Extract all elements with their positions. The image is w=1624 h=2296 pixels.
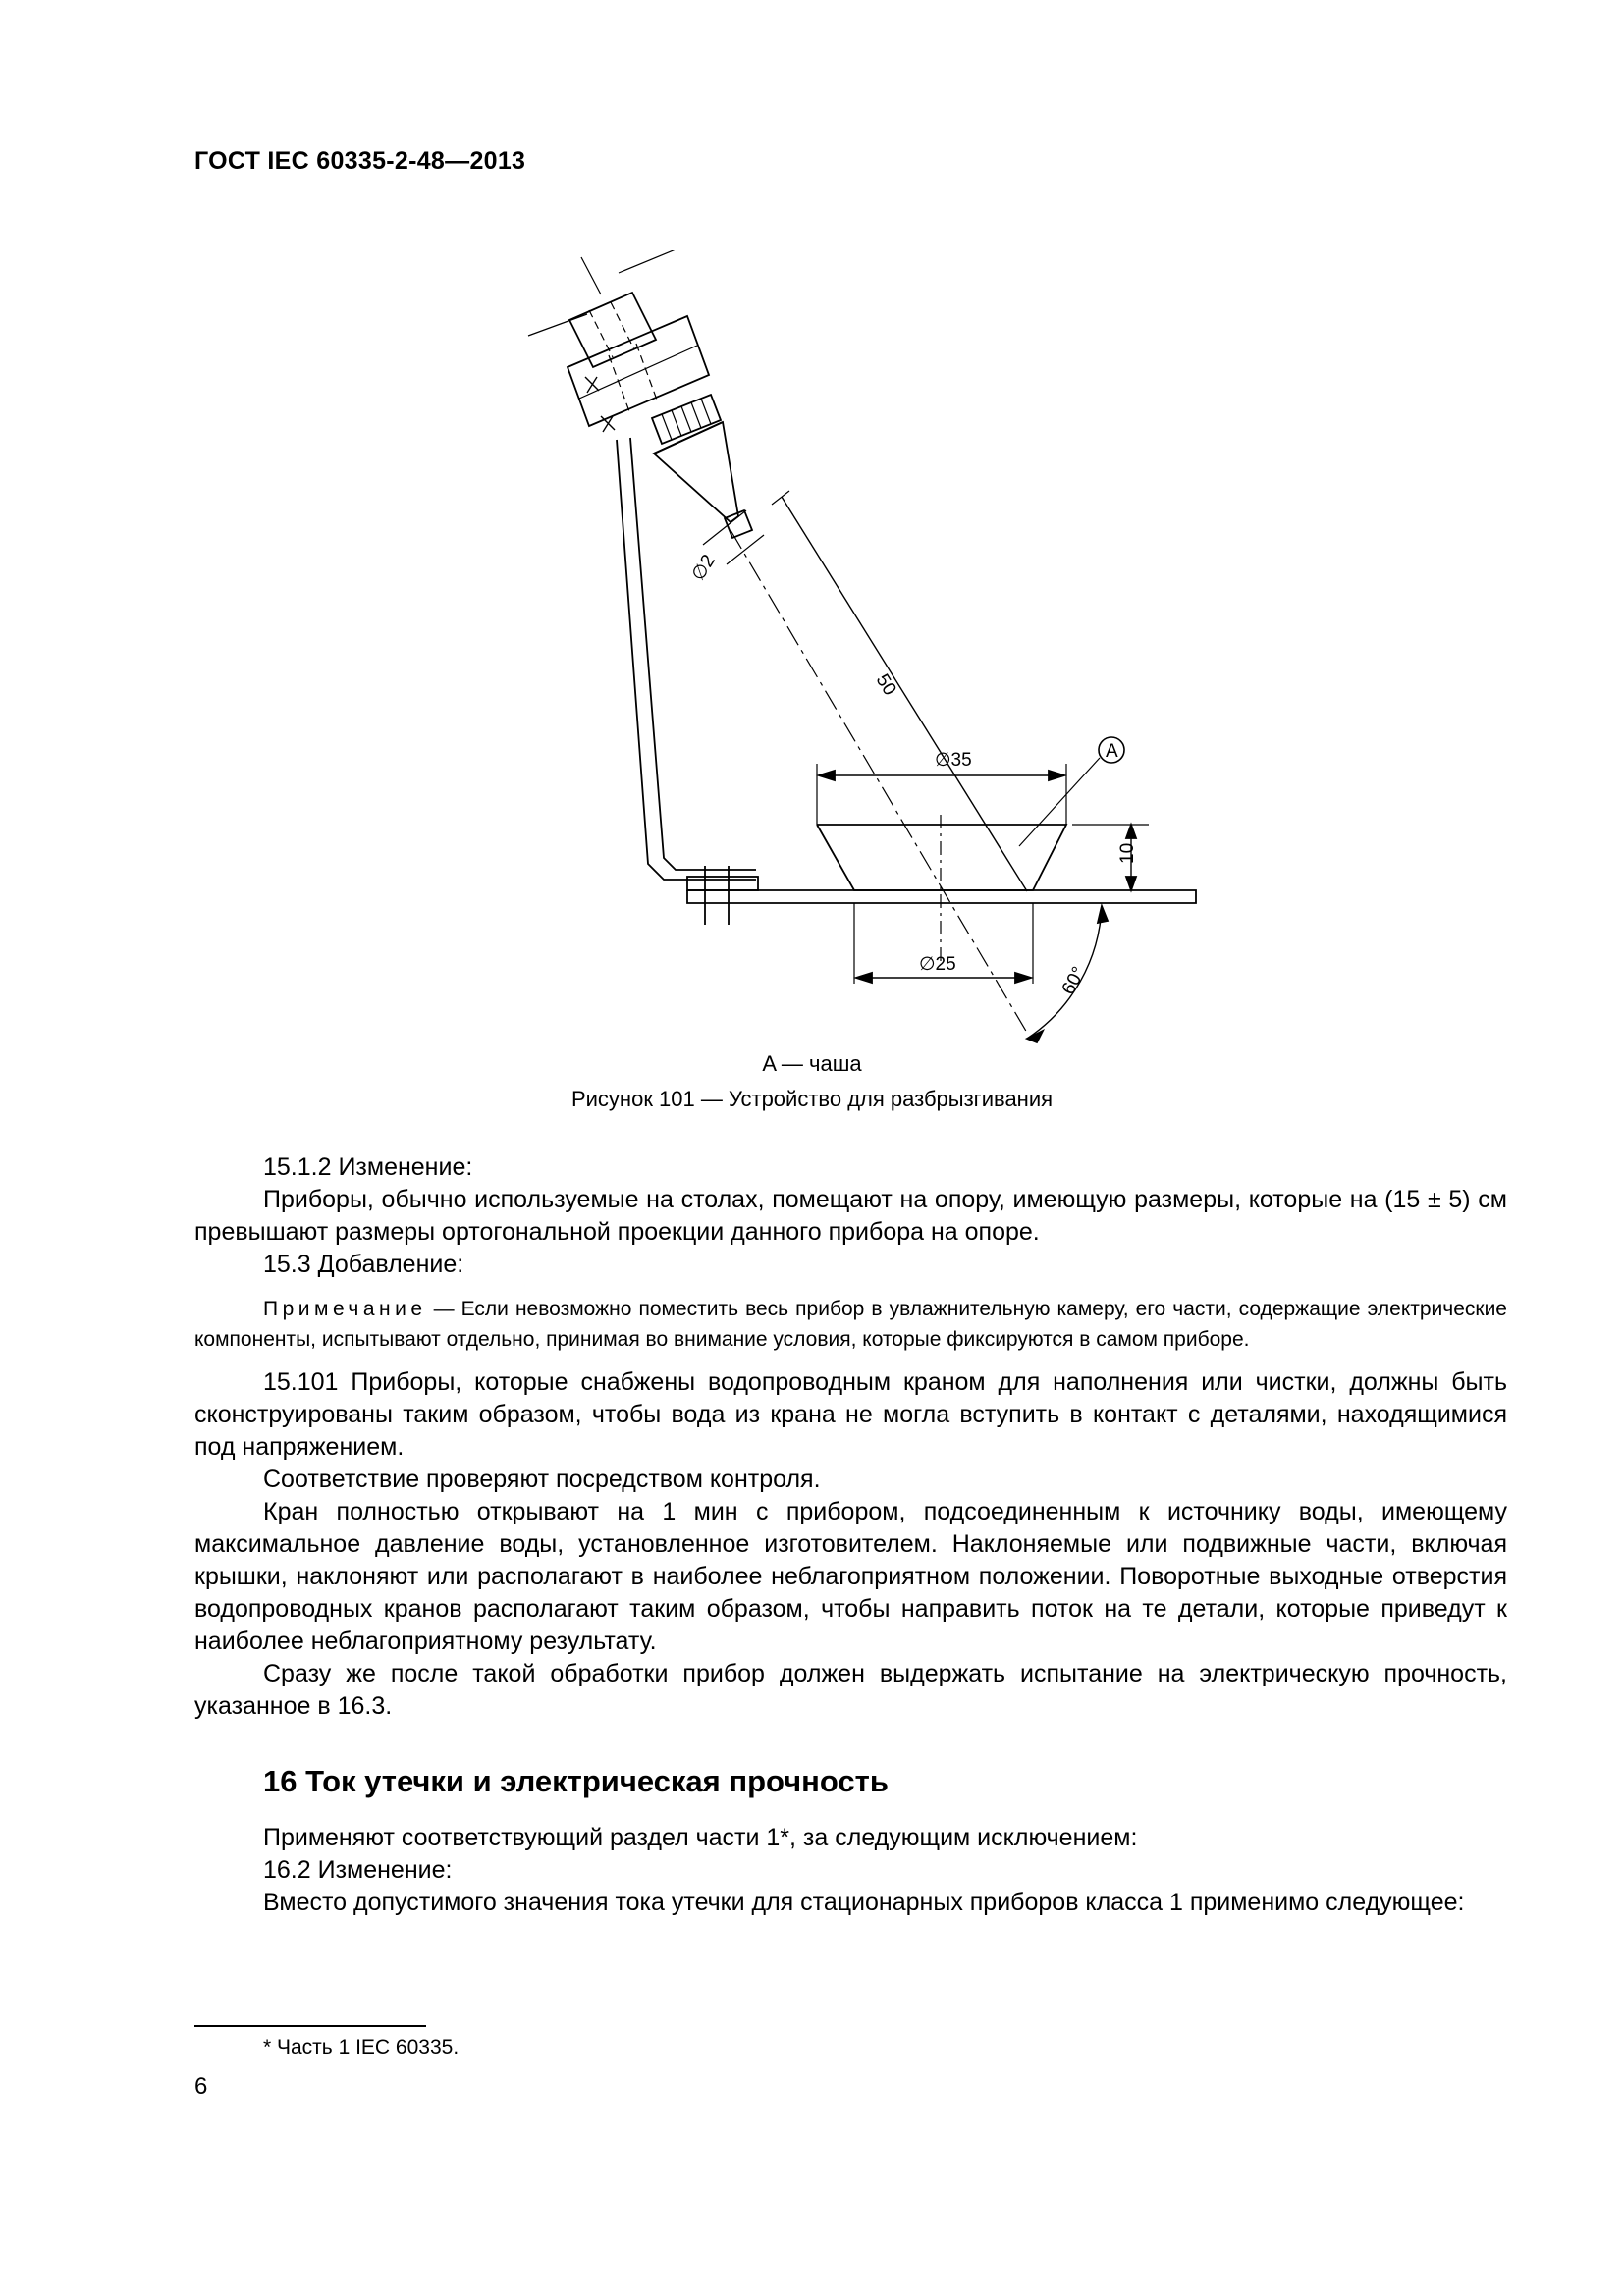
note-label: Примечание (263, 1298, 427, 1320)
paragraph-support: Приборы, обычно используемые на столах, помещают на опору, имеющую размеры, которые на (15 ± 5) см превышают размеры ортогональной проекции данного прибора на опоре. (194, 1186, 1507, 1246)
figure-legend: A — чаша (762, 1051, 862, 1076)
dim-diameter-2: ∅2 (687, 551, 720, 585)
paragraph-applies: Применяют соответствующий раздел части 1*, за следующим исключением: (263, 1824, 1138, 1851)
clause-15-101: 15.101 Приборы, которые снабжены водопроводным краном для наполнения или чистки, должны быть сконструированы таким образом, чтобы вода из крана не могла вступить в контакт с деталями, находящимися под напряжением. (194, 1368, 1507, 1461)
paragraph-electric-strength: Сразу же после такой обработки прибор должен выдержать испытание на электрическую прочность, указанное в 16.3. (194, 1660, 1507, 1720)
footnote: * Часть 1 IEC 60335. (263, 2036, 460, 2058)
paragraph-leakage: Вместо допустимого значения тока утечки для стационарных приборов класса 1 применимо следующее: (263, 1889, 1465, 1916)
dim-diameter-35: ∅35 (935, 750, 972, 771)
dim-length-50: 50 (871, 670, 900, 700)
dim-height-10: 10 (1117, 842, 1138, 864)
callout-a-label: A (1106, 741, 1118, 762)
footnote-divider (194, 2025, 426, 2027)
dim-angle-60: 60° (1057, 963, 1090, 998)
note-text: — Если невозможно поместить весь прибор в увлажнительную камеру, его части, содержащие электрические компоненты, испытывают отдельно, принимая во внимание условия, которые фиксируются в самом приборе. (194, 1298, 1507, 1351)
paragraph-tap-test: Кран полностью открывают на 1 мин с прибором, подсоединенным к источнику воды, имеющему максимальное давление воды, установленное изготовителем. Наклоняемые или подвижные части, включая крышки, наклоняют или располагают в наиболее неблагоприятном положении. Поворотные выходные отверстия водопроводных кранов располагают таким образом, чтобы направить поток на те детали, которые приведут к наиболее неблагоприятному результату. (194, 1498, 1507, 1655)
section-16-heading: 16 Ток утечки и электрическая прочность (263, 1764, 889, 1798)
figure-caption: Рисунок 101 — Устройство для разбрызгивания (570, 1087, 1054, 1111)
document-header: ГОСТ IEC 60335-2-48—2013 (194, 147, 526, 175)
figure-drawing (511, 250, 1218, 1050)
clause-15-1-2: 15.1.2 Изменение: (263, 1153, 473, 1181)
clause-16-2: 16.2 Изменение: (263, 1856, 453, 1884)
note (194, 1294, 1507, 1355)
paragraph-compliance: Соответствие проверяют посредством контроля. (263, 1466, 821, 1493)
dim-diameter-25: ∅25 (919, 954, 956, 975)
page-number: 6 (194, 2073, 208, 2100)
body-text (194, 1151, 1507, 1919)
spray-device-figure (511, 250, 1218, 1050)
clause-15-3: 15.3 Добавление: (263, 1251, 464, 1278)
